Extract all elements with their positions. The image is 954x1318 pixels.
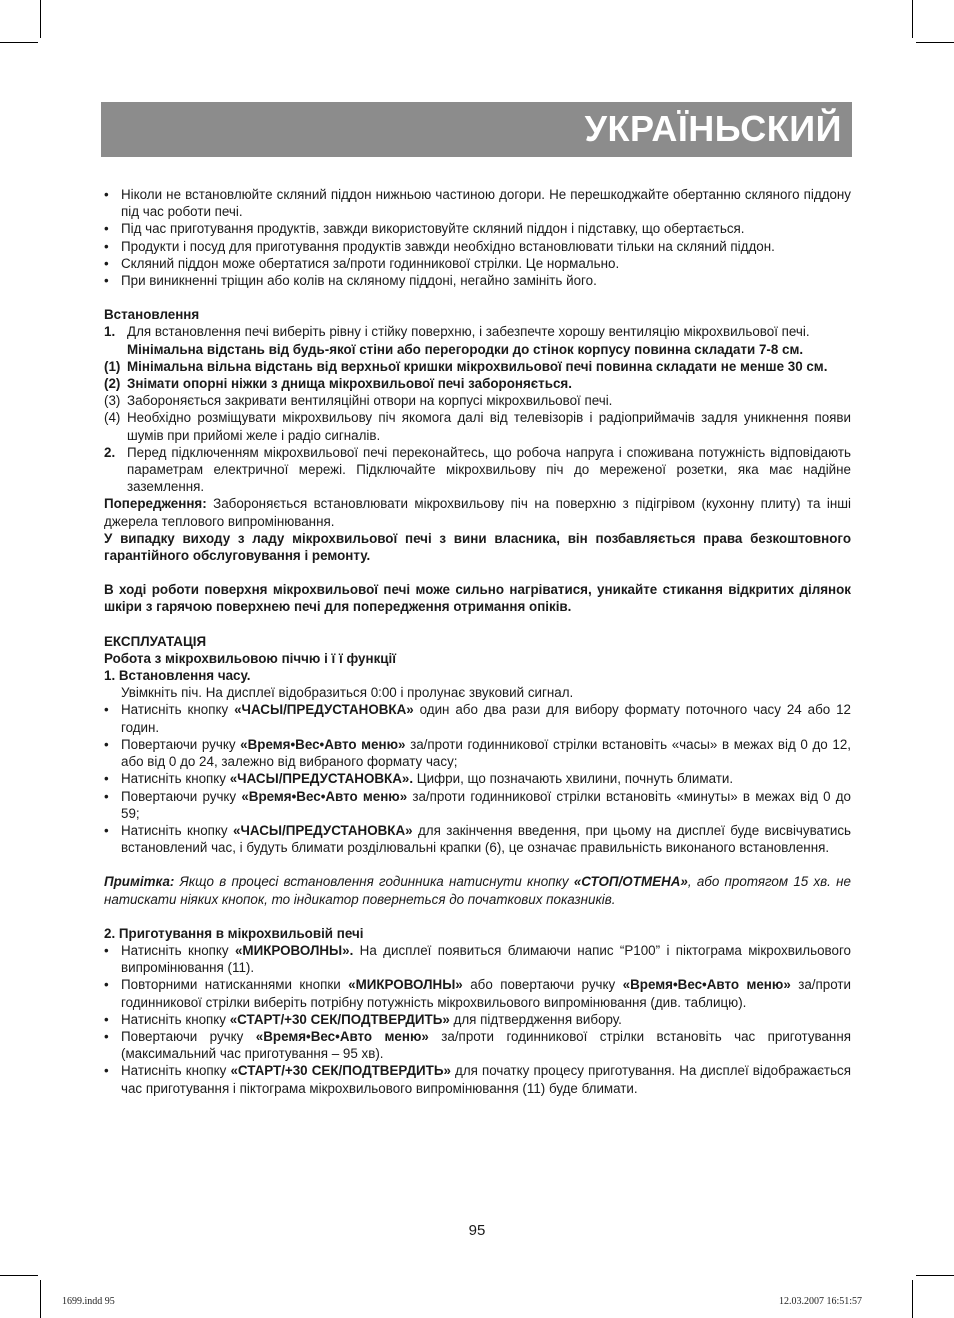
language-header [101,102,852,157]
crop-mark [912,0,913,38]
bold-note: Мінімальна відстань від будь-якої стіни або перегородки до стінок корпусу повинна складати 7-8 см. [127,341,804,357]
list-item: • Повертаючи ручку «Время•Вес•Авто меню» за/проти годинникової стрілки встановіть «часы» в межах від 0 до 12, або від 0 до 24, залежно від вибраного формату часу; [104,736,851,770]
numbered-item: 2. Перед підключенням мікрохвильової печі переконайтесь, що робоча напруга і споживана потужність відповідають параметрам електричної мережі. Підключайте мікрохвильову піч до мереженої розетки, яка має надійне заземлення. [104,444,851,495]
footer-file: 1699.indd 95 [62,1296,115,1307]
paragraph: Увімкніть піч. На дисплеї відобразиться 0:00 і пролунає звуковий сигнал. [121,685,574,701]
list-item: • Натисніть кнопку «СТАРТ/+30 СЕК/ПОДТВЕРДИТЬ» для підтвердження вибору. [104,1011,622,1027]
crop-mark [0,42,38,43]
note-paragraph: Примітка: Якщо в процесі встановлення годинника натиснути кнопку «СТОП/ОТМЕНА», або протягом 15 хв. не натискати ніяких кнопок, то індикатор повернеться до початкових показників. [104,874,851,907]
page-title: УКРАЇНЬСКИЙ [584,108,842,149]
warranty-paragraph: У випадку виходу з ладу мікрохвильової печі з вини власника, він позбавляється права безкоштовного гарантійного обслуговування і ремонту. [104,530,851,564]
list-item: • При виникненні тріщин або колів на скляному піддоні, негайно замініть його. [104,273,597,289]
crop-mark [40,1280,41,1318]
crop-mark [40,0,41,38]
subsection-heading: 1. Встановлення часу. [104,668,251,684]
list-item: • Натисніть кнопку «СТАРТ/+30 СЕК/ПОДТВЕРДИТЬ» для початку процесу приготування. На дисплеї відображається час приготування і піктограма мікрохвильового випромінювання (11) буде блимати. [104,1063,851,1096]
footer-date: 12.03.2007 16:51:57 [779,1296,863,1307]
warning-paragraph: Попередження: Забороняється встановлювати мікрохвильову піч на поверхню з підігрівом (кухонну плиту) та інші джерела теплового випромінювання. [104,496,851,529]
list-item: • Скляний піддон може обертатися за/проти годинникової стрілки. Це нормально. [104,255,620,271]
list-item: • Натисніть кнопку «ЧАСЫ/ПРЕДУСТАНОВКА» один або два рази для вибору формату поточного часу 24 або 12 годин. [104,702,851,735]
list-item: • Натисніть кнопку «ЧАСЫ/ПРЕДУСТАНОВКА». Цифри, що позначають хвилини, почнуть блимати. [104,771,734,787]
subsection-heading: 2. Приготування в мікрохвильовій печі [104,925,364,941]
numbered-item: (2) Знімати опорні ніжки з днища мікрохвильової печі забороняється. [104,376,572,392]
crop-mark [916,42,954,43]
list-item: • Ніколи не встановлюйте скляний піддон нижньою частиною догори. Не перешкоджайте обертанню скляного піддону під час роботи печі. [104,187,851,220]
numbered-item: (1) Мінімальна вільна відстань від верхньої кришки мікрохвильової печі повинна складати не менше 30 см. [104,358,828,374]
subsection-heading: Робота з мікрохвильовою піччю і ї ї функції [104,650,396,666]
list-item: • Повторними натисканнями кнопки «МИКРОВОЛНЫ» або повертаючи ручку «Время•Вес•Авто меню» за/проти годинникової стрілки виберіть потрібну потужність мікрохвильового випромінювання (див. таблицю). [104,977,851,1010]
list-item: • Продукти і посуд для приготування продуктів завжди необхідно встановлювати тільки на скляний піддон. [104,238,775,254]
crop-mark [912,1280,913,1318]
list-item: • Натисніть кнопку «МИКРОВОЛНЫ». На дисплеї появиться блимаючи напис “P100” і піктограма мікрохвильового випромінювання (11). [104,942,851,976]
crop-mark [916,1275,954,1276]
numbered-item: (4) Необхідно розміщувати мікрохвильову піч якомога далі від телевізорів і радіоприймачів задля уникнення появи шумів при прийомі желе і радіо сигналів. [104,410,851,443]
list-item: • Повертаючи ручку «Время•Вес•Авто меню» за/проти годинникової стрілки встановіть час приготування (максимальний час приготування – 95 хв). [104,1028,851,1062]
section-heading: Встановлення [104,307,200,323]
list-item: • Повертаючи ручку «Время•Вес•Авто меню» за/проти годинникової стрілки встановіть «минуты» в межах від 0 до 59; [104,788,852,821]
list-item: • Натисніть кнопку «ЧАСЫ/ПРЕДУСТАНОВКА» для закінчення введення, при цьому на дисплеї буде висвічуватись встановлений час, і будуть блимати розділювальні крапки (6), це означає правильність виконаного встановлення. [104,822,851,856]
hot-surface-warning: В ході роботи поверхня мікрохвильової печі може сильно нагріватися, уникайте стикання відкритих ділянок шкіри з гарячою поверхнею печі для попередження отримання опіків. [104,582,851,615]
crop-mark [0,1275,38,1276]
list-item: • Під час приготування продуктів, завжди використовуйте скляний піддон і підставку, що обертається. [104,221,745,237]
section-heading: ЕКСПЛУАТАЦІЯ [104,633,207,649]
numbered-item: (3) Забороняється закривати вентиляційні отвори на корпусі мікрохвильової печі. [104,393,613,409]
page-number: 95 [468,1222,486,1239]
numbered-item: 1. Для встановлення печі виберіть рівну і стійку поверхню, і забезпечте хорошу вентиляцію мікрохвильової печі. [104,324,810,340]
document-body [104,186,851,1097]
